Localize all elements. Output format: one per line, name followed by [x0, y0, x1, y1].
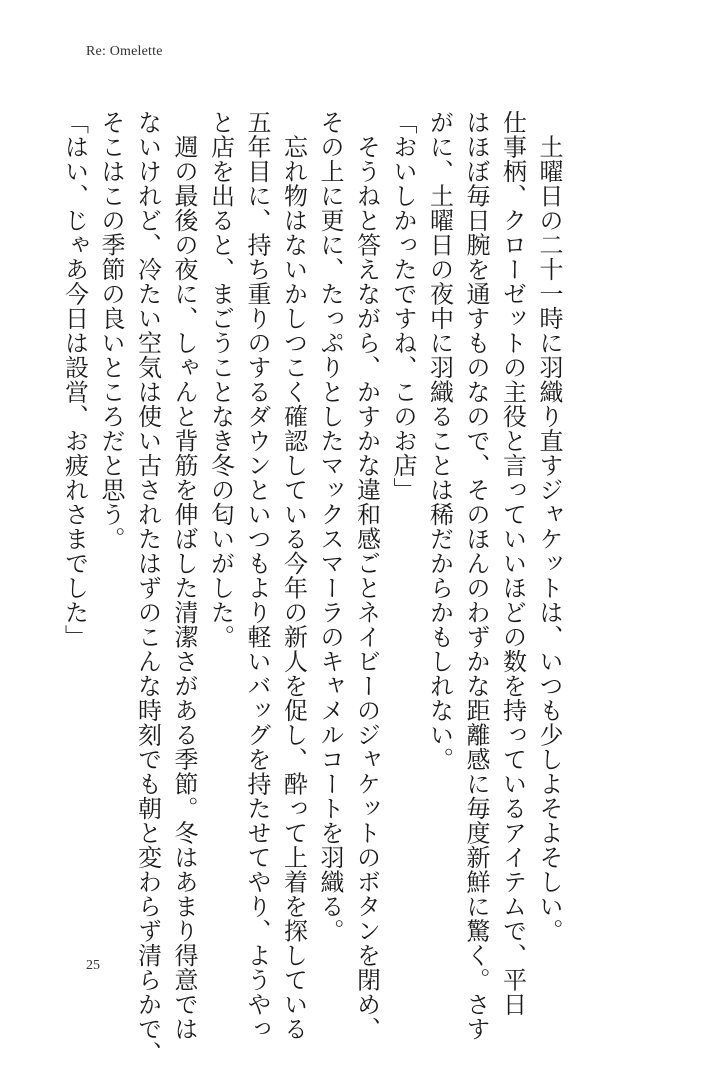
text-line: と店を出ると、まごうことなき冬の匂いがした。: [206, 110, 235, 649]
text-line: そこはこの季節の良いところだと思う。: [97, 110, 125, 551]
text-line: 五年目に、持ち重りのするダウンといつもより軽いバッグを持たせてやり、ようやっ: [243, 110, 271, 1041]
text-line: 土曜日の二十一時に羽織り直すジャケットは、いつも少しよそよそしい。: [535, 110, 563, 943]
text-line: 「はい、じゃあ今日は設営、お疲れさまでした」: [60, 110, 89, 649]
text-line: 週の最後の夜に、しゃんと背筋を伸ばした清潔さがある季節。冬はあまり得意では: [170, 110, 198, 1041]
text-line: 仕事柄、クローゼットの主役と言っていいほどの数を持っているアイテムで、平日: [498, 110, 527, 1017]
text-line: がに、土曜日の夜中に羽織ることは稀だからかもしれない。: [425, 110, 454, 772]
page-number: 25: [86, 958, 100, 973]
text-line: はほぼ毎日腕を通すものなので、そのほんのわずかな距離感に毎度新鮮に驚く。さす: [462, 110, 490, 1041]
running-title: Re: Omelette: [86, 44, 163, 59]
text-line: ないけれど、冷たい空気は使い古されたはずのこんな時刻でも朝と変わらず清らかで、: [133, 110, 162, 1066]
text-line: 忘れ物はないかしつこく確認している今年の新人を促し、酔って上着を探している: [279, 110, 308, 1041]
text-line: 「おいしかったですね、このお店」: [389, 110, 417, 502]
text-line: その上に更に、たっぷりとしたマックスマーラのキャメルコートを羽織る。: [316, 110, 344, 943]
text-line: そうねと答えながら、かすかな違和感ごとネイビーのジャケットのボタンを閉め、: [352, 110, 381, 1041]
